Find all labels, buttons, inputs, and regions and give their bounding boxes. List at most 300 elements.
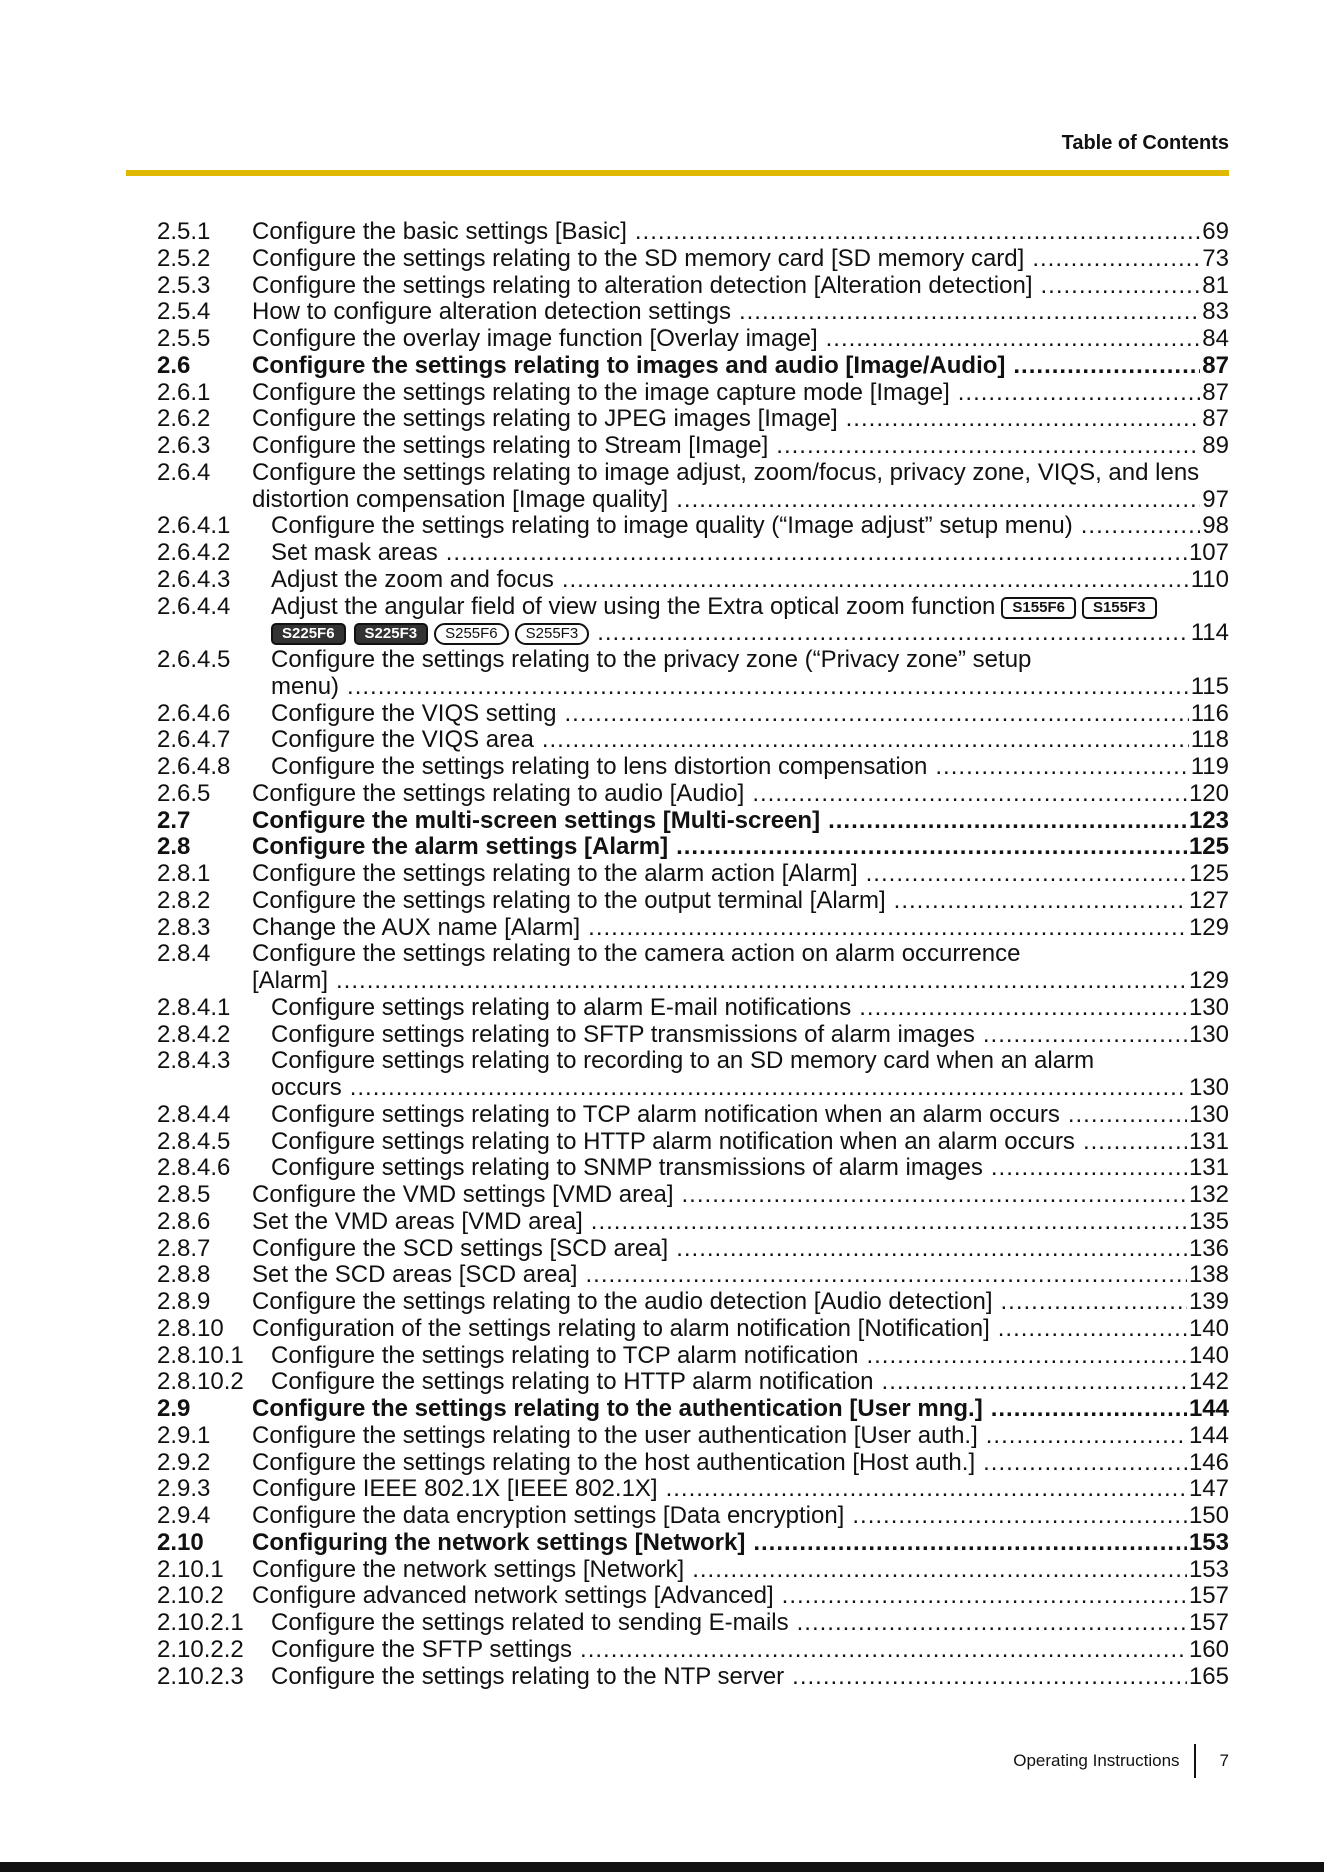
toc-entry-line: [252, 487, 1229, 514]
toc-entry-body: [271, 513, 1229, 540]
toc-entry-page: 130: [1188, 993, 1229, 1021]
toc-entry-page: 142: [1188, 1368, 1229, 1396]
toc-entry-line: [252, 1316, 1229, 1343]
toc-entry[interactable]: [157, 1583, 1229, 1610]
toc-entry-number: 2.5.1: [157, 218, 211, 245]
toc-entry[interactable]: [157, 326, 1229, 353]
toc-entry[interactable]: [157, 834, 1229, 861]
toc-entry-page: 140: [1188, 1314, 1229, 1342]
toc-entry-page: 115: [1190, 672, 1229, 700]
toc-entry-body: [252, 834, 1229, 861]
dot-leader: [753, 1530, 1187, 1557]
dot-leader: [682, 1182, 1187, 1209]
toc-entry-line: [252, 1209, 1229, 1236]
toc-entry-title[interactable]: Configure the settings relating to TCP alarm notification: [271, 1341, 859, 1369]
toc-entry[interactable]: [157, 1209, 1229, 1236]
toc-entry-page: 73: [1202, 244, 1229, 272]
toc-entry-body: [271, 1664, 1229, 1691]
toc-entry-number: 2.5.3: [157, 271, 211, 299]
toc-entry-number: 2.9.1: [157, 1421, 211, 1449]
toc-entry[interactable]: [157, 1316, 1229, 1343]
toc-entry-number: 2.8.4: [157, 940, 211, 968]
dot-leader: [585, 1262, 1186, 1289]
toc-entry-title[interactable]: Configure the settings relating to the audio detection [Audio detection]: [252, 1288, 993, 1315]
toc-entry[interactable]: [157, 1236, 1229, 1263]
toc-entry[interactable]: [157, 1396, 1229, 1423]
toc-entry-title[interactable]: Configure the overlay image function [Overlay image]: [252, 325, 818, 352]
toc-entry-title[interactable]: Set the VMD areas [VMD area]: [252, 1207, 583, 1235]
toc-entry-body: [271, 1369, 1229, 1396]
toc-entry[interactable]: [157, 941, 1229, 995]
toc-entry-page: 125: [1188, 833, 1229, 861]
toc-entry-line: [252, 968, 1229, 995]
toc-entry-line: [252, 808, 1229, 835]
dot-leader: [562, 567, 1189, 594]
toc-entry-line: [252, 888, 1229, 915]
toc-entry-body: [252, 219, 1229, 246]
toc-entry-body: [271, 1610, 1229, 1637]
toc-entry-line: [271, 513, 1229, 540]
toc-entry-number: 2.6.4.8: [157, 753, 231, 780]
toc-entry[interactable]: [157, 1637, 1229, 1664]
toc-entry-line: [252, 915, 1229, 942]
model-badge: S255F6: [434, 623, 509, 645]
toc-entry-page: 140: [1188, 1341, 1229, 1369]
page-header-title: Table of Contents: [1061, 132, 1229, 154]
toc-entry-page: 129: [1188, 967, 1229, 994]
toc-entry[interactable]: [157, 1129, 1229, 1156]
toc-entry-page: 119: [1190, 753, 1229, 780]
toc-entry[interactable]: [157, 647, 1229, 701]
toc-entry-number: 2.8.4.5: [157, 1127, 231, 1155]
toc-entry-page: 157: [1188, 1609, 1229, 1636]
toc-entry-line: [271, 567, 1229, 594]
toc-entry-body: [271, 1637, 1229, 1664]
toc-entry-page: 125: [1188, 860, 1229, 887]
toc-entry-page: 150: [1188, 1502, 1229, 1529]
toc-entry-title[interactable]: Configure the settings relating to the output terminal [Alarm]: [252, 886, 886, 914]
toc-entry-line: [252, 380, 1229, 407]
toc-entry-line: [271, 1369, 1229, 1396]
toc-entry-number: 2.5.5: [157, 325, 211, 352]
table-of-contents: [157, 219, 1229, 1690]
toc-entry-body: [252, 1289, 1229, 1316]
toc-entry-title[interactable]: Configure the network settings [Network]: [252, 1555, 685, 1583]
dot-leader: [542, 727, 1189, 754]
dot-leader: [852, 1503, 1187, 1530]
toc-entry-page: 138: [1188, 1261, 1229, 1289]
toc-entry-number: 2.8.4.4: [157, 1100, 231, 1128]
toc-entry-title[interactable]: Configure the multi-screen settings [Multi-screen]: [252, 806, 821, 834]
toc-entry-body: [271, 647, 1229, 701]
toc-entry-title[interactable]: Configure the alarm settings [Alarm]: [252, 833, 669, 861]
dot-leader: [676, 1236, 1187, 1263]
toc-entry-page: 146: [1188, 1448, 1229, 1476]
toc-entry-body: [252, 433, 1229, 460]
toc-entry-title[interactable]: Configure settings relating to recording to an SD memory card when an alarm: [271, 1047, 1095, 1075]
toc-entry-number: 2.6.3: [157, 432, 211, 459]
dot-leader: [991, 1396, 1187, 1423]
toc-entry-title-continued[interactable]: [Alarm]: [252, 967, 329, 994]
bottom-edge-bar: [0, 1862, 1324, 1872]
toc-entry-title[interactable]: Configure the settings relating to the user authentication [User auth.]: [252, 1421, 978, 1449]
toc-entry[interactable]: [157, 1048, 1229, 1102]
toc-entry-number: 2.6.4.2: [157, 539, 231, 566]
toc-entry-number: 2.8.4.6: [157, 1154, 231, 1182]
toc-entry-title[interactable]: Configure the SFTP settings: [271, 1635, 573, 1663]
model-badge: S155F6: [1001, 597, 1076, 619]
toc-entry-body: [271, 567, 1229, 594]
toc-entry-page: 114: [1190, 619, 1229, 647]
toc-entry-line: [271, 1343, 1229, 1370]
toc-entry-title[interactable]: Configure IEEE 802.1X [IEEE 802.1X]: [252, 1475, 658, 1503]
toc-entry-title[interactable]: Configure the settings relating to the camera action on alarm occurrence: [252, 940, 1021, 968]
toc-entry-title[interactable]: Configure the settings relating to the authentication [User mng.]: [252, 1395, 983, 1422]
dot-leader: [859, 995, 1187, 1022]
toc-entry[interactable]: [157, 353, 1229, 380]
toc-entry-number: 2.9.3: [157, 1475, 211, 1503]
toc-entry-title[interactable]: Configure the settings relating to the alarm action [Alarm]: [252, 860, 858, 887]
toc-entry-body: [252, 1236, 1229, 1263]
toc-entry-page: 144: [1188, 1421, 1229, 1449]
toc-entry[interactable]: [157, 861, 1229, 888]
toc-entry-title[interactable]: Configuring the network settings [Network]: [252, 1528, 746, 1556]
toc-entry-page: 118: [1190, 726, 1229, 754]
toc-entry-number: 2.8.8: [157, 1261, 211, 1289]
toc-entry-title[interactable]: Adjust the zoom and focus: [271, 565, 554, 593]
toc-entry-title[interactable]: Configure settings relating to TCP alarm notification when an alarm occurs: [271, 1100, 1060, 1128]
toc-entry-number: 2.8.1: [157, 860, 211, 887]
toc-entry[interactable]: [157, 701, 1229, 728]
toc-entry-number: 2.9.2: [157, 1448, 211, 1476]
toc-entry-line: [252, 1423, 1229, 1450]
toc-entry-body: [271, 1022, 1229, 1049]
toc-entry[interactable]: [157, 727, 1229, 754]
toc-entry[interactable]: [157, 513, 1229, 540]
toc-entry-title[interactable]: Configure the VIQS setting: [271, 699, 557, 727]
toc-entry-number: 2.8.4.1: [157, 993, 231, 1021]
toc-entry-page: 98: [1202, 512, 1229, 540]
toc-entry-page: 135: [1188, 1207, 1229, 1235]
toc-entry-page: 87: [1202, 378, 1229, 406]
toc-entry[interactable]: [157, 433, 1229, 460]
toc-entry-title[interactable]: Configure the settings relating to image adjust, zoom/focus, privacy zone, VIQS, and lens: [252, 458, 1200, 486]
toc-entry-page: 83: [1202, 298, 1229, 326]
dot-leader: [635, 219, 1200, 246]
toc-entry-line: [252, 460, 1229, 487]
toc-entry-number: 2.6.2: [157, 405, 211, 433]
dot-leader: [752, 781, 1187, 808]
toc-entry-line: [252, 1182, 1229, 1209]
toc-entry-title[interactable]: Configure the basic settings [Basic]: [252, 218, 627, 245]
page-footer: [1013, 1744, 1229, 1778]
toc-entry-title[interactable]: Configure the settings relating to the privacy zone (“Privacy zone” setup: [271, 646, 1032, 673]
toc-entry-title[interactable]: How to configure alteration detection settings: [252, 298, 731, 326]
toc-entry-line: [252, 1476, 1229, 1503]
toc-entry[interactable]: [157, 567, 1229, 594]
toc-entry-title[interactable]: Configure the settings relating to the host authentication [Host auth.]: [252, 1448, 976, 1476]
dot-leader: [597, 620, 1189, 647]
toc-entry-number: 2.5.4: [157, 298, 211, 326]
toc-entry-body: [252, 1396, 1229, 1423]
toc-entry-body: [252, 1423, 1229, 1450]
toc-entry-title[interactable]: Configure advanced network settings [Advanced]: [252, 1582, 774, 1610]
toc-entry[interactable]: [157, 915, 1229, 942]
toc-entry-title-continued[interactable]: distortion compensation [Image quality]: [252, 485, 669, 513]
toc-entry-body: [252, 808, 1229, 835]
toc-entry-page: 157: [1188, 1582, 1229, 1610]
toc-entry-page: 160: [1188, 1635, 1229, 1663]
toc-entry[interactable]: [157, 380, 1229, 407]
toc-entry-body: [252, 380, 1229, 407]
toc-entry[interactable]: [157, 1262, 1229, 1289]
toc-entry-body: [271, 540, 1229, 567]
dot-leader: [792, 1664, 1187, 1691]
model-badges: [271, 620, 589, 647]
toc-entry-number: 2.6.1: [157, 378, 211, 406]
toc-entry[interactable]: [157, 1102, 1229, 1129]
toc-entry-title[interactable]: Configure the settings relating to the NTP server: [271, 1662, 785, 1690]
toc-entry-line: [252, 861, 1229, 888]
toc-entry-title-continued[interactable]: occurs: [271, 1074, 342, 1101]
toc-entry-line: [271, 540, 1229, 567]
dot-leader: [1032, 246, 1200, 273]
toc-entry-number: 2.8.7: [157, 1234, 211, 1262]
model-badge: S225F3: [354, 623, 429, 645]
toc-entry-body: [271, 727, 1229, 754]
toc-entry[interactable]: [157, 273, 1229, 300]
toc-entry[interactable]: [157, 1610, 1229, 1637]
dot-leader: [591, 1209, 1187, 1236]
toc-entry[interactable]: [157, 1182, 1229, 1209]
model-badge: S255F3: [515, 623, 590, 645]
toc-entry-title[interactable]: Configuration of the settings relating to alarm notification [Notification]: [252, 1314, 990, 1342]
toc-entry-title[interactable]: Configure the settings relating to lens distortion compensation: [271, 753, 928, 780]
toc-entry-number: 2.8.10.2: [157, 1368, 244, 1396]
toc-entry-number: 2.7: [157, 806, 191, 834]
toc-entry[interactable]: [157, 888, 1229, 915]
toc-entry-body: [252, 299, 1229, 326]
toc-entry[interactable]: [157, 1664, 1229, 1691]
toc-entry-line: [271, 594, 1229, 621]
dot-leader: [676, 487, 1200, 514]
toc-entry-body: [271, 594, 1229, 648]
toc-entry-title[interactable]: Configure the settings relating to JPEG images [Image]: [252, 405, 838, 433]
toc-entry-title[interactable]: Configure settings relating to alarm E-mail notifications: [271, 993, 852, 1021]
toc-entry-line: [252, 406, 1229, 433]
toc-entry-number: 2.10.2: [157, 1582, 224, 1610]
toc-entry-title[interactable]: Configure the settings relating to alteration detection [Alteration detection]: [252, 271, 1033, 299]
toc-entry-page: 130: [1188, 1074, 1229, 1101]
toc-entry-body: [252, 246, 1229, 273]
toc-entry[interactable]: [157, 594, 1229, 648]
toc-entry-title[interactable]: Change the AUX name [Alarm]: [252, 913, 581, 941]
toc-entry-line: [252, 1557, 1229, 1584]
toc-entry[interactable]: [157, 1423, 1229, 1450]
footer-doc-name: Operating Instructions: [1013, 1751, 1180, 1770]
toc-entry-page: 69: [1202, 218, 1229, 245]
toc-entry[interactable]: [157, 1476, 1229, 1503]
toc-entry-title[interactable]: Configure the VMD settings [VMD area]: [252, 1181, 674, 1208]
toc-entry-page: 139: [1188, 1288, 1229, 1315]
toc-entry-page: 97: [1202, 485, 1229, 513]
toc-entry-title[interactable]: Configure the settings relating to audio [Audio]: [252, 779, 745, 807]
toc-entry-number: 2.8.9: [157, 1288, 211, 1315]
toc-entry-title[interactable]: Configure the settings relating to image quality (“Image adjust” setup menu): [271, 512, 1073, 540]
toc-entry[interactable]: [157, 781, 1229, 808]
toc-entry-title[interactable]: Configure the SCD settings [SCD area]: [252, 1234, 669, 1262]
toc-entry-body: [252, 1450, 1229, 1477]
toc-entry-line: [252, 834, 1229, 861]
toc-entry-title[interactable]: Configure the settings related to sending E-mails: [271, 1609, 789, 1636]
toc-entry-number: 2.8.10.1: [157, 1341, 244, 1369]
toc-entry-body: [271, 1343, 1229, 1370]
toc-entry-body: [252, 1182, 1229, 1209]
toc-entry[interactable]: [157, 754, 1229, 781]
dot-leader: [782, 1583, 1187, 1610]
toc-entry-number: 2.8.6: [157, 1207, 211, 1235]
footer-separator: [1194, 1744, 1196, 1778]
dot-leader: [580, 1637, 1187, 1664]
toc-entry-number: 2.9.4: [157, 1502, 211, 1529]
dot-leader: [776, 433, 1200, 460]
toc-entry-number: 2.6.4.7: [157, 726, 231, 754]
toc-entry-line: [271, 1075, 1229, 1102]
toc-entry-body: [252, 460, 1229, 514]
toc-entry-line: [271, 620, 1229, 647]
toc-entry-page: 131: [1188, 1127, 1229, 1155]
toc-entry-line: [252, 1503, 1229, 1530]
toc-entry-page: 131: [1188, 1154, 1229, 1182]
dot-leader: [446, 540, 1187, 567]
toc-entry[interactable]: [157, 1022, 1229, 1049]
toc-entry-body: [252, 888, 1229, 915]
dot-leader: [347, 674, 1189, 701]
toc-entry-body: [252, 1316, 1229, 1343]
toc-entry-title[interactable]: Configure the settings relating to the image capture mode [Image]: [252, 378, 950, 406]
toc-entry-body: [252, 1530, 1229, 1557]
toc-entry-title-continued[interactable]: menu): [271, 672, 340, 700]
dot-leader: [828, 808, 1187, 835]
toc-entry[interactable]: [157, 1155, 1229, 1182]
toc-entry[interactable]: [157, 995, 1229, 1022]
toc-entry-title[interactable]: Configure settings relating to HTTP alarm notification when an alarm occurs: [271, 1127, 1075, 1155]
model-badge: S155F3: [1082, 597, 1157, 619]
toc-entry[interactable]: [157, 1503, 1229, 1530]
toc-entry[interactable]: [157, 219, 1229, 246]
model-badges: [995, 594, 1156, 621]
toc-entry-body: [252, 326, 1229, 353]
toc-entry[interactable]: [157, 540, 1229, 567]
toc-entry-number: 2.6.4.6: [157, 699, 231, 727]
toc-entry[interactable]: [157, 1343, 1229, 1370]
toc-entry-body: [271, 995, 1229, 1022]
dot-leader: [1068, 1102, 1187, 1129]
toc-entry-line: [252, 1583, 1229, 1610]
toc-entry-line: [252, 299, 1229, 326]
toc-entry-page: 144: [1188, 1395, 1229, 1422]
dot-leader: [1013, 353, 1200, 380]
toc-entry-body: [252, 941, 1229, 995]
toc-entry-title[interactable]: Configure the data encryption settings [Data encryption]: [252, 1502, 845, 1529]
toc-entry-number: 2.5.2: [157, 244, 211, 272]
dot-leader: [692, 1557, 1187, 1584]
toc-entry-page: 127: [1188, 886, 1229, 914]
toc-entry-title[interactable]: Set the SCD areas [SCD area]: [252, 1261, 578, 1289]
toc-entry-number: 2.8.3: [157, 913, 211, 941]
dot-leader: [998, 1316, 1187, 1343]
toc-entry-title[interactable]: Set mask areas: [271, 539, 438, 566]
dot-leader: [1001, 1289, 1187, 1316]
toc-entry-line: [252, 1236, 1229, 1263]
toc-entry-page: 153: [1188, 1555, 1229, 1583]
toc-entry-page: 165: [1188, 1662, 1229, 1690]
toc-entry-page: 153: [1188, 1528, 1229, 1556]
toc-entry-number: 2.6.4.1: [157, 512, 231, 540]
toc-entry[interactable]: [157, 299, 1229, 326]
toc-entry-line: [252, 219, 1229, 246]
dot-leader: [935, 754, 1188, 781]
toc-entry-number: 2.6.5: [157, 779, 211, 807]
toc-entry[interactable]: [157, 1557, 1229, 1584]
toc-entry-body: [271, 1129, 1229, 1156]
toc-entry-line: [252, 246, 1229, 273]
toc-entry[interactable]: [157, 1369, 1229, 1396]
toc-entry-body: [271, 1048, 1229, 1102]
toc-entry-title[interactable]: Configure the settings relating to the SD memory card [SD memory card]: [252, 244, 1025, 272]
toc-entry[interactable]: [157, 808, 1229, 835]
toc-entry[interactable]: [157, 406, 1229, 433]
toc-entry-page: 130: [1188, 1100, 1229, 1128]
toc-entry-number: 2.6.4.5: [157, 646, 231, 673]
toc-entry-line: [271, 1664, 1229, 1691]
toc-entry-line: [252, 781, 1229, 808]
toc-entry-title[interactable]: Configure settings relating to SFTP transmissions of alarm images: [271, 1020, 975, 1048]
toc-entry-title[interactable]: Configure the VIQS area: [271, 726, 534, 754]
toc-entry-number: 2.9: [157, 1395, 191, 1422]
toc-entry-line: [252, 353, 1229, 380]
toc-entry-line: [271, 674, 1229, 701]
toc-entry-line: [271, 1155, 1229, 1182]
footer-page-number: 7: [1219, 1751, 1229, 1770]
toc-entry-page: 87: [1202, 351, 1229, 379]
toc-entry-title[interactable]: Adjust the angular field of view using the Extra optical zoom function: [271, 592, 996, 620]
toc-entry[interactable]: [157, 460, 1229, 514]
toc-entry[interactable]: [157, 1530, 1229, 1557]
toc-entry-body: [271, 754, 1229, 781]
toc-entry[interactable]: [157, 1289, 1229, 1316]
toc-entry-line: [252, 1450, 1229, 1477]
toc-entry-title[interactable]: Configure the settings relating to Stream [Image]: [252, 432, 769, 459]
toc-entry-title[interactable]: Configure the settings relating to HTTP alarm notification: [271, 1368, 874, 1396]
toc-entry-body: [252, 861, 1229, 888]
toc-entry[interactable]: [157, 246, 1229, 273]
dot-leader: [666, 1476, 1187, 1503]
toc-entry-line: [271, 1637, 1229, 1664]
toc-entry-line: [271, 727, 1229, 754]
dot-leader: [986, 1423, 1187, 1450]
dot-leader: [1081, 513, 1201, 540]
toc-entry-number: 2.8.2: [157, 886, 211, 914]
toc-entry-page: 81: [1202, 271, 1229, 299]
toc-entry-line: [271, 1102, 1229, 1129]
dot-leader: [739, 299, 1200, 326]
toc-entry-body: [252, 915, 1229, 942]
toc-entry[interactable]: [157, 1450, 1229, 1477]
header-rule: [126, 170, 1229, 176]
toc-entry-title[interactable]: Configure the settings relating to images and audio [Image/Audio]: [252, 351, 1006, 379]
toc-entry-title[interactable]: Configure settings relating to SNMP transmissions of alarm images: [271, 1154, 983, 1182]
